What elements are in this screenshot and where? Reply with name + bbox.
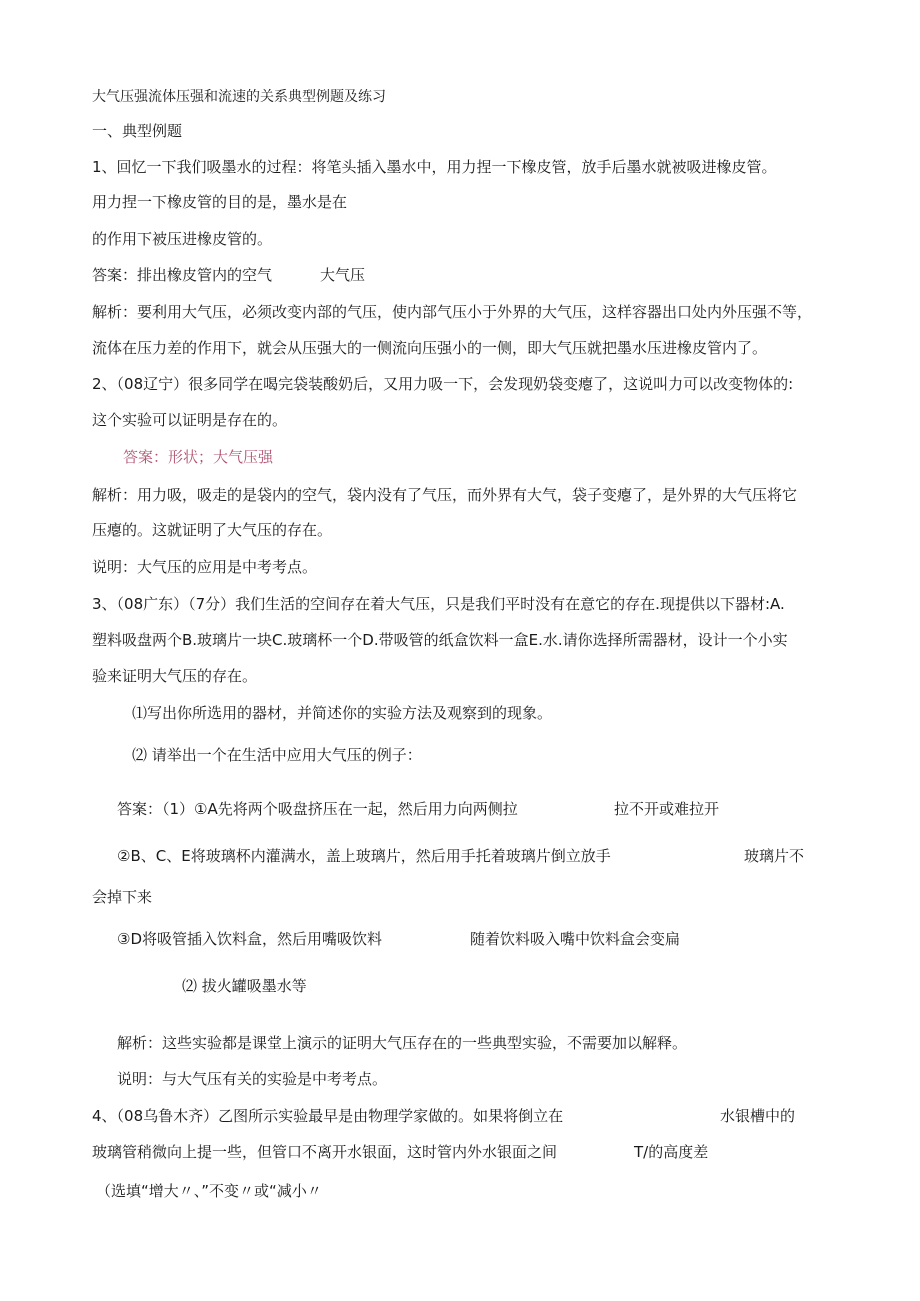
q3-analysis: 解析：这些实验都是课堂上演示的证明大气压存在的一些典型实验，不需要加以解释。 — [117, 1034, 688, 1052]
q3-answer-3-method: ③D将吸管插入饮料盒，然后用嘴吸饮料 — [117, 930, 382, 948]
q4-line-1-b: 水银槽中的 — [720, 1107, 796, 1125]
q3-sub-question-2: ⑵ 请举出一个在生活中应用大气压的例子： — [132, 746, 422, 764]
q3-answer-3-result: 随着饮料吸入嘴中饮料盒会变扁 — [470, 930, 681, 948]
q3-answer-1-method: 答案：（1）①A先将两个吸盘挤压在一起，然后用力向两侧拉 — [117, 800, 518, 818]
q2-note: 说明：大气压的应用是中考考点。 — [92, 558, 318, 576]
q1-answer-2: 大气压 — [320, 266, 366, 284]
q3-answer-2-result-cont: 会掉下来 — [92, 888, 153, 906]
q3-line-3: 验来证明大气压的存在。 — [92, 667, 258, 685]
section-heading: 一、典型例题 — [92, 122, 183, 140]
q3-answer-2-result: 玻璃片不 — [744, 847, 805, 865]
q3-line-2: 塑料吸盘两个B.玻璃片一块C.玻璃杯一个D.带吸管的纸盒饮料一盒E.水.请你选择所需器材，设计一个小实 — [92, 631, 788, 649]
q1-answer-1: 答案：排出橡皮管内的空气 — [92, 266, 273, 284]
q2-analysis-1: 解析：用力吸，吸走的是袋内的空气，袋内没有了气压，而外界有大气，袋子变瘪了，是外界的大气压将它 — [92, 486, 798, 504]
q4-line-3: （选填“增大〃、”不变〃或“减小〃 — [96, 1182, 322, 1200]
q1-line-1: 1、回忆一下我们吸墨水的过程：将笔头插入墨水中，用力捏一下橡皮管，放手后墨水就被吸进橡皮管。 — [92, 158, 777, 176]
q2-answer: 答案：形状；大气压强 — [123, 448, 274, 466]
q3-answer-2-method: ②B、C、E将玻璃杯内灌满水，盖上玻璃片，然后用手托着玻璃片倒立放手 — [117, 847, 611, 865]
q2-analysis-2: 压瘪的。这就证明了大气压的存在。 — [92, 521, 333, 539]
q3-note: 说明：与大气压有关的实验是中考考点。 — [117, 1070, 388, 1088]
q2-line-2: 这个实验可以证明是存在的。 — [92, 411, 288, 429]
q4-line-1-a: 4、（08乌鲁木齐）乙图所示实验最早是由物理学家做的。如果将倒立在 — [92, 1107, 564, 1125]
q3-answer-1-result: 拉不开或难拉开 — [614, 800, 720, 818]
q4-line-2-a: 玻璃管稍微向上提一些，但管口不离开水银面，这时管内外水银面之间 — [92, 1143, 558, 1161]
q1-line-3: 的作用下被压进橡皮管的。 — [92, 230, 273, 248]
q1-analysis-1: 解析：要利用大气压，必须改变内部的气压，使内部气压小于外界的大气压，这样容器出口处内外压强不等， — [92, 303, 813, 321]
q3-answer-example: ⑵ 拔火罐吸墨水等 — [182, 977, 307, 995]
q1-analysis-2: 流体在压力差的作用下，就会从压强大的一侧流向压强小的一侧，即大气压就把墨水压进橡皮管内了。 — [92, 339, 768, 357]
q3-sub-question-1: ⑴写出你所选用的器材，并简述你的实验方法及观察到的现象。 — [132, 704, 553, 722]
document-title: 大气压强流体压强和流速的关系典型例题及练习 — [92, 89, 386, 105]
q2-line-1: 2、（08辽宁）很多同学在喝完袋装酸奶后，又用力吸一下，会发现奶袋变瘪了，这说叫力可以改变物体的: — [92, 375, 794, 393]
q3-line-1: 3、（08广东）（7分）我们生活的空间存在着大气压，只是我们平时没有在意它的存在.现提供以下器材:A. — [92, 595, 785, 613]
q1-line-2: 用力捏一下橡皮管的目的是，墨水是在 — [92, 193, 348, 211]
q4-line-2-b: T/的高度差 — [634, 1143, 709, 1161]
